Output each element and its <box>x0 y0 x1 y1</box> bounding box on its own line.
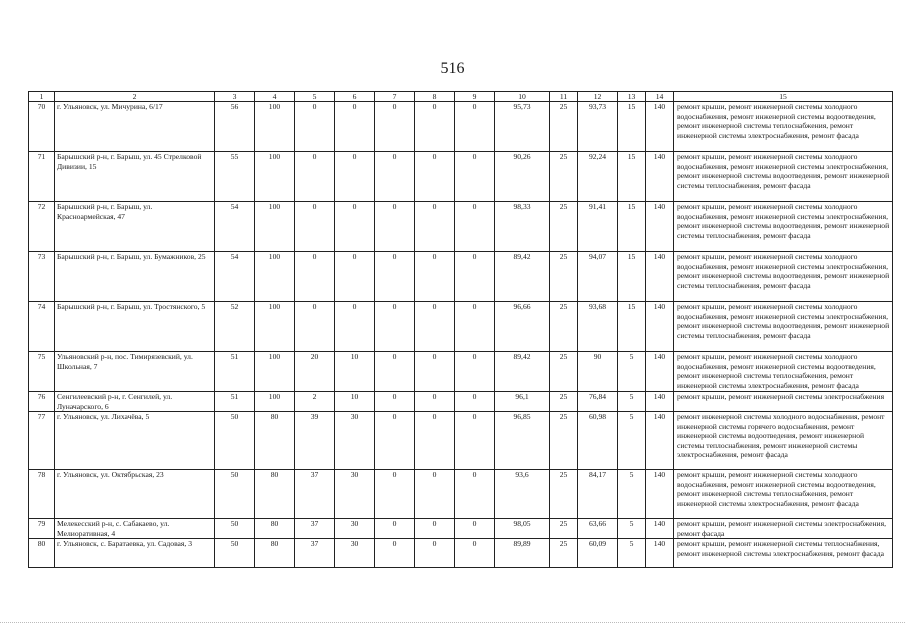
address: г. Ульяновск, ул. Октябрьская, 23 <box>55 470 215 519</box>
column-header-7: 7 <box>375 92 415 102</box>
col-4-value: 80 <box>255 539 295 568</box>
table-row <box>29 539 893 568</box>
col-5-value: 39 <box>295 412 335 470</box>
col-5-value: 37 <box>295 470 335 519</box>
col-6-value: 0 <box>335 302 375 352</box>
col-6-value: 30 <box>335 539 375 568</box>
col-13-value: 15 <box>618 202 646 252</box>
address: Барышский р-н, г. Барыш, ул. 45 Стрелковой Дивизии, 15 <box>55 152 215 202</box>
col-5-value: 37 <box>295 519 335 539</box>
col-10-value: 96,85 <box>495 412 550 470</box>
col-13-value: 15 <box>618 302 646 352</box>
col-5-value: 20 <box>295 352 335 392</box>
col-14-value: 140 <box>646 412 674 470</box>
table-row <box>29 412 893 470</box>
col-7-value: 0 <box>375 392 415 412</box>
col-13-value: 15 <box>618 152 646 202</box>
col-13-value: 5 <box>618 470 646 519</box>
address: Сенгилеевский р-н, г. Сенгилей, ул. Луначарского, 6 <box>55 392 215 412</box>
column-header-14: 14 <box>646 92 674 102</box>
col-12-value: 93,68 <box>578 302 618 352</box>
col-9-value: 0 <box>455 519 495 539</box>
col-12-value: 94,07 <box>578 252 618 302</box>
col-12-value: 92,24 <box>578 152 618 202</box>
col-9-value: 0 <box>455 202 495 252</box>
col-9-value: 0 <box>455 539 495 568</box>
table-row <box>29 470 893 519</box>
row-number: 80 <box>29 539 55 568</box>
col-5-value: 2 <box>295 392 335 412</box>
col-13-value: 5 <box>618 352 646 392</box>
col-3-value: 52 <box>215 302 255 352</box>
col-7-value: 0 <box>375 252 415 302</box>
col-9-value: 0 <box>455 470 495 519</box>
col-8-value: 0 <box>415 102 455 152</box>
col-3-value: 50 <box>215 470 255 519</box>
works-list: ремонт крыши, ремонт инженерной системы холодного водоснабжения, ремонт инженерной системы электроснабжения, ремонт инженерной системы водоотведения, ремонт инженерной системы теплоснабжения, ремонт фасада <box>674 252 893 302</box>
col-5-value: 0 <box>295 102 335 152</box>
address: г. Ульяновск, ул. Лихачёва, 5 <box>55 412 215 470</box>
table-row <box>29 519 893 539</box>
column-header-8: 8 <box>415 92 455 102</box>
column-header-9: 9 <box>455 92 495 102</box>
col-13-value: 5 <box>618 519 646 539</box>
col-8-value: 0 <box>415 412 455 470</box>
col-3-value: 51 <box>215 352 255 392</box>
table-row <box>29 252 893 302</box>
works-list: ремонт крыши, ремонт инженерной системы холодного водоснабжения, ремонт инженерной системы электроснабжения, ремонт инженерной системы водоотведения, ремонт инженерной системы теплоснабжения, ремонт фасада <box>674 302 893 352</box>
col-10-value: 89,42 <box>495 352 550 392</box>
col-13-value: 15 <box>618 102 646 152</box>
col-7-value: 0 <box>375 152 415 202</box>
works-list: ремонт крыши, ремонт инженерной системы холодного водоснабжения, ремонт инженерной системы электроснабжения, ремонт инженерной системы водоотведения, ремонт инженерной системы теплоснабжения, ремонт фасада <box>674 202 893 252</box>
col-7-value: 0 <box>375 519 415 539</box>
works-list: ремонт крыши, ремонт инженерной системы электроснабжения, ремонт фасада <box>674 519 893 539</box>
col-8-value: 0 <box>415 392 455 412</box>
column-header-10: 10 <box>495 92 550 102</box>
col-14-value: 140 <box>646 202 674 252</box>
col-10-value: 96,1 <box>495 392 550 412</box>
col-7-value: 0 <box>375 412 415 470</box>
col-4-value: 100 <box>255 302 295 352</box>
col-4-value: 100 <box>255 202 295 252</box>
col-12-value: 90 <box>578 352 618 392</box>
row-number: 75 <box>29 352 55 392</box>
row-number: 70 <box>29 102 55 152</box>
works-list: ремонт крыши, ремонт инженерной системы холодного водоснабжения, ремонт инженерной системы электроснабжения, ремонт инженерной системы водоотведения, ремонт инженерной системы теплоснабжения, ремонт фасада <box>674 152 893 202</box>
works-list: ремонт крыши, ремонт инженерной системы холодного водоснабжения, ремонт инженерной системы водоотведения, ремонт инженерной системы теплоснабжения, ремонт инженерной системы электроснабжения, ремонт фасада <box>674 102 893 152</box>
col-8-value: 0 <box>415 302 455 352</box>
row-number: 76 <box>29 392 55 412</box>
col-14-value: 140 <box>646 152 674 202</box>
address: Барышский р-н, г. Барыш, ул. Тростянского, 5 <box>55 302 215 352</box>
col-7-value: 0 <box>375 470 415 519</box>
col-5-value: 0 <box>295 152 335 202</box>
col-5-value: 0 <box>295 252 335 302</box>
column-header-4: 4 <box>255 92 295 102</box>
col-4-value: 80 <box>255 470 295 519</box>
column-number-header-row <box>29 92 893 102</box>
col-11-value: 25 <box>550 392 578 412</box>
column-header-12: 12 <box>578 92 618 102</box>
address: Ульяновский р-н, пос. Тимирязевский, ул. Школьная, 7 <box>55 352 215 392</box>
col-7-value: 0 <box>375 352 415 392</box>
col-4-value: 80 <box>255 519 295 539</box>
column-header-3: 3 <box>215 92 255 102</box>
repair-table-wrapper <box>28 91 892 568</box>
table-row <box>29 302 893 352</box>
col-4-value: 80 <box>255 412 295 470</box>
works-list: ремонт крыши, ремонт инженерной системы электроснабжения <box>674 392 893 412</box>
column-header-5: 5 <box>295 92 335 102</box>
col-13-value: 5 <box>618 392 646 412</box>
page-number: 516 <box>440 60 465 77</box>
table-row <box>29 152 893 202</box>
col-9-value: 0 <box>455 302 495 352</box>
col-9-value: 0 <box>455 412 495 470</box>
col-8-value: 0 <box>415 202 455 252</box>
works-list: ремонт крыши, ремонт инженерной системы теплоснабжения, ремонт инженерной системы электроснабжения, ремонт фасада <box>674 539 893 568</box>
col-8-value: 0 <box>415 470 455 519</box>
row-number: 71 <box>29 152 55 202</box>
col-14-value: 140 <box>646 252 674 302</box>
col-9-value: 0 <box>455 352 495 392</box>
col-9-value: 0 <box>455 102 495 152</box>
col-3-value: 51 <box>215 392 255 412</box>
col-10-value: 98,05 <box>495 519 550 539</box>
col-3-value: 50 <box>215 412 255 470</box>
column-header-11: 11 <box>550 92 578 102</box>
col-12-value: 91,41 <box>578 202 618 252</box>
col-7-value: 0 <box>375 302 415 352</box>
col-14-value: 140 <box>646 539 674 568</box>
col-3-value: 54 <box>215 252 255 302</box>
scan-edge-artifact <box>0 622 905 627</box>
col-4-value: 100 <box>255 252 295 302</box>
col-5-value: 0 <box>295 202 335 252</box>
col-11-value: 25 <box>550 519 578 539</box>
col-12-value: 63,66 <box>578 519 618 539</box>
col-9-value: 0 <box>455 392 495 412</box>
row-number: 73 <box>29 252 55 302</box>
works-list: ремонт инженерной системы холодного водоснабжения, ремонт инженерной системы горячего водоснабжения, ремонт инженерной системы водоотведения, ремонт инженерной системы теплоснабжения, ремонт инженерной системы электроснабжения, ремонт фасада <box>674 412 893 470</box>
col-6-value: 0 <box>335 102 375 152</box>
col-7-value: 0 <box>375 102 415 152</box>
col-6-value: 30 <box>335 412 375 470</box>
col-14-value: 140 <box>646 470 674 519</box>
address: г. Ульяновск, ул. Мичурина, 6/17 <box>55 102 215 152</box>
col-6-value: 30 <box>335 519 375 539</box>
col-7-value: 0 <box>375 202 415 252</box>
col-14-value: 140 <box>646 392 674 412</box>
col-11-value: 25 <box>550 152 578 202</box>
col-9-value: 0 <box>455 152 495 202</box>
col-6-value: 30 <box>335 470 375 519</box>
address: Мелекесский р-н, с. Сабакаево, ул. Мелиоративная, 4 <box>55 519 215 539</box>
table-row <box>29 102 893 152</box>
col-11-value: 25 <box>550 102 578 152</box>
row-number: 74 <box>29 302 55 352</box>
table-row <box>29 202 893 252</box>
col-4-value: 100 <box>255 392 295 412</box>
col-10-value: 90,26 <box>495 152 550 202</box>
col-5-value: 0 <box>295 302 335 352</box>
col-8-value: 0 <box>415 539 455 568</box>
table-row <box>29 392 893 412</box>
row-number: 77 <box>29 412 55 470</box>
col-8-value: 0 <box>415 152 455 202</box>
col-3-value: 56 <box>215 102 255 152</box>
works-list: ремонт крыши, ремонт инженерной системы холодного водоснабжения, ремонт инженерной системы водоотведения, ремонт инженерной системы теплоснабжения, ремонт инженерной системы электроснабжения, ремонт фасада <box>674 470 893 519</box>
col-6-value: 0 <box>335 152 375 202</box>
col-8-value: 0 <box>415 252 455 302</box>
col-13-value: 5 <box>618 412 646 470</box>
col-4-value: 100 <box>255 102 295 152</box>
column-header-1: 1 <box>29 92 55 102</box>
col-11-value: 25 <box>550 412 578 470</box>
col-3-value: 50 <box>215 539 255 568</box>
col-11-value: 25 <box>550 252 578 302</box>
col-8-value: 0 <box>415 519 455 539</box>
col-10-value: 95,73 <box>495 102 550 152</box>
row-number: 79 <box>29 519 55 539</box>
col-6-value: 0 <box>335 202 375 252</box>
col-3-value: 54 <box>215 202 255 252</box>
row-number: 78 <box>29 470 55 519</box>
col-14-value: 140 <box>646 519 674 539</box>
col-12-value: 93,73 <box>578 102 618 152</box>
col-11-value: 25 <box>550 539 578 568</box>
table-body <box>29 102 893 568</box>
col-6-value: 10 <box>335 352 375 392</box>
col-3-value: 55 <box>215 152 255 202</box>
col-11-value: 25 <box>550 302 578 352</box>
col-13-value: 5 <box>618 539 646 568</box>
col-11-value: 25 <box>550 352 578 392</box>
address: Барышский р-н, г. Барыш, ул. Красноармейская, 47 <box>55 202 215 252</box>
works-list: ремонт крыши, ремонт инженерной системы холодного водоснабжения, ремонт инженерной системы водоотведения, ремонт инженерной системы теплоснабжения, ремонт инженерной системы электроснабжения, ремонт фасада <box>674 352 893 392</box>
repair-table <box>28 91 893 568</box>
col-13-value: 15 <box>618 252 646 302</box>
col-12-value: 60,98 <box>578 412 618 470</box>
col-12-value: 76,84 <box>578 392 618 412</box>
column-header-6: 6 <box>335 92 375 102</box>
col-7-value: 0 <box>375 539 415 568</box>
col-8-value: 0 <box>415 352 455 392</box>
column-header-15: 15 <box>674 92 893 102</box>
col-10-value: 98,33 <box>495 202 550 252</box>
col-6-value: 10 <box>335 392 375 412</box>
col-10-value: 96,66 <box>495 302 550 352</box>
col-6-value: 0 <box>335 252 375 302</box>
col-10-value: 93,6 <box>495 470 550 519</box>
col-12-value: 84,17 <box>578 470 618 519</box>
table-row <box>29 352 893 392</box>
row-number: 72 <box>29 202 55 252</box>
col-4-value: 100 <box>255 152 295 202</box>
col-11-value: 25 <box>550 470 578 519</box>
col-10-value: 89,42 <box>495 252 550 302</box>
address: Барышский р-н, г. Барыш, ул. Бумажников, 25 <box>55 252 215 302</box>
col-14-value: 140 <box>646 302 674 352</box>
col-3-value: 50 <box>215 519 255 539</box>
col-10-value: 89,89 <box>495 539 550 568</box>
col-14-value: 140 <box>646 352 674 392</box>
column-header-13: 13 <box>618 92 646 102</box>
col-9-value: 0 <box>455 252 495 302</box>
col-11-value: 25 <box>550 202 578 252</box>
col-12-value: 60,09 <box>578 539 618 568</box>
address: г. Ульяновск, с. Баратаевка, ул. Садовая, 3 <box>55 539 215 568</box>
col-14-value: 140 <box>646 102 674 152</box>
col-4-value: 100 <box>255 352 295 392</box>
column-header-2: 2 <box>55 92 215 102</box>
col-5-value: 37 <box>295 539 335 568</box>
